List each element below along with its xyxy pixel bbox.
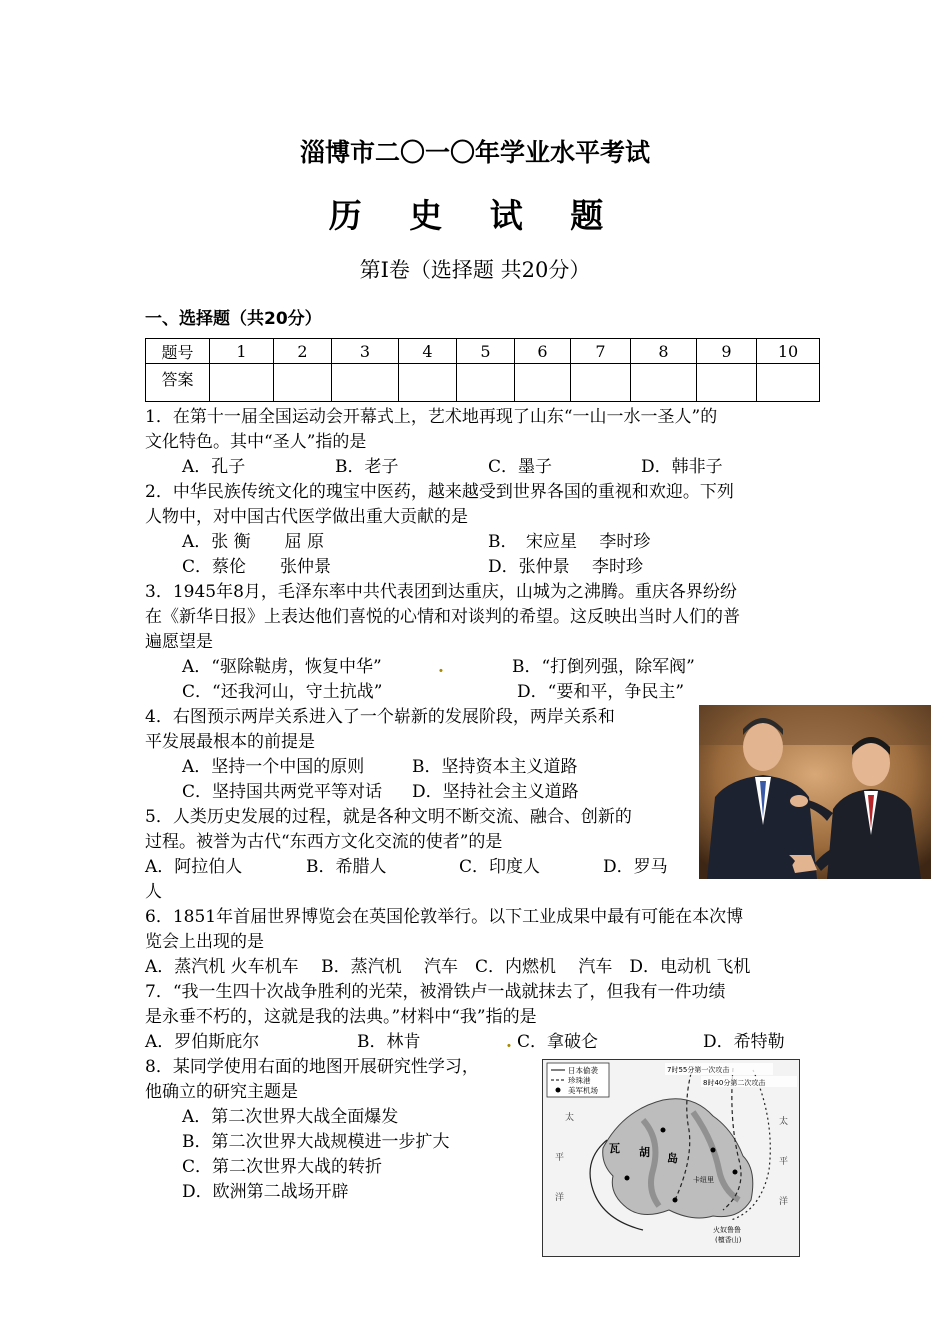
q3-stem: 在《新华日报》上表达他们喜悦的心情和对谈判的希望。这反映出当时人们的普 (145, 607, 740, 627)
ocean-label: 太 (779, 1117, 789, 1127)
section-heading: 一、选择题（共20分） (145, 309, 322, 329)
q4-option-a: A．坚持一个中国的原则 (182, 757, 365, 777)
legend-label: 日本偷袭 (568, 1066, 598, 1075)
q6-options: A．蒸汽机 火车机车 B．蒸汽机 汽车 C．内燃机 汽车 D．电动机 飞机 (145, 957, 751, 977)
island-label: 岛 (667, 1152, 678, 1165)
answer-cell[interactable] (332, 364, 399, 402)
ocean-label: 平 (555, 1153, 565, 1163)
handshake-illustration (699, 705, 931, 879)
q5-stem: 过程。被誉为古代“东西方文化交流的使者”的是 (145, 832, 503, 852)
q4-stem: 4．右图预示两岸关系进入了一个崭新的发展阶段，两岸关系和 (145, 707, 615, 727)
q5-option-a: A．阿拉伯人 (145, 857, 243, 877)
table-row (146, 364, 820, 402)
q8-stem: 他确立的研究主题是 (145, 1082, 298, 1102)
q3-stem: 遍愿望是 (145, 632, 213, 652)
q3-mark: . (438, 657, 444, 677)
q8-option-a: A．第二次世界大战全面爆发 (182, 1107, 399, 1127)
answer-table (145, 338, 820, 402)
q2-stem: 人物中，对中国古代医学做出重大贡献的是 (145, 507, 468, 527)
ocean-label: 平 (779, 1157, 789, 1167)
table-number: 7 (571, 339, 631, 364)
table-row (146, 339, 820, 364)
q8-stem: 8．某同学使用右面的地图开展研究性学习， (145, 1057, 479, 1077)
q8-option-d: D．欧洲第二战场开辟 (182, 1182, 349, 1202)
q8-option-c: C．第二次世界大战的转折 (182, 1157, 383, 1177)
ocean-label: 洋 (555, 1193, 565, 1203)
table-number: 6 (515, 339, 571, 364)
exam-title: 淄博市二〇一〇年学业水平考试 (299, 138, 650, 167)
q5-option-d-wrap: 人 (145, 882, 162, 902)
answer-cell[interactable] (631, 364, 697, 402)
q4-option-d: D．坚持社会主义道路 (412, 782, 579, 802)
q4-stem: 平发展最根本的前提是 (145, 732, 315, 752)
answer-cell[interactable] (457, 364, 515, 402)
q6-stem: 6．1851年首届世界博览会在英国伦敦举行。以下工业成果中最有可能在本次博 (145, 907, 744, 927)
q1-option-c: C．墨子 (488, 457, 553, 477)
answer-cell[interactable] (210, 364, 274, 402)
q7-option-b: B．林肯 (357, 1032, 421, 1052)
table-number: 10 (757, 339, 820, 364)
q3-option-a: A．“驱除鞑虏，恢复中华” (182, 657, 382, 677)
table-number: 4 (399, 339, 457, 364)
q2-option-c: C．蔡伦 张仲景 (182, 557, 332, 577)
attack-label: 7时55分第一次攻击 (667, 1066, 730, 1074)
answer-cell[interactable] (515, 364, 571, 402)
q6-stem: 览会上出现的是 (145, 932, 264, 952)
q3-option-b: B．“打倒列强，除军阀” (512, 657, 695, 677)
q5-option-b: B．希腊人 (306, 857, 387, 877)
q5-stem: 5．人类历史发展的过程，就是各种文明不断交流、融合、创新的 (145, 807, 632, 827)
answer-cell[interactable] (399, 364, 457, 402)
answer-cell[interactable] (697, 364, 757, 402)
q8-option-b: B．第二次世界大战规模进一步扩大 (182, 1132, 450, 1152)
part-title: 第Ⅰ卷（选择题 共20分） (359, 258, 591, 282)
table-number: 1 (210, 339, 274, 364)
q7-stem: 7．“我一生四十次战争胜利的光荣，被滑铁卢一战就抹去了，但我有一件功绩 (145, 982, 726, 1002)
q1-option-b: B．老子 (335, 457, 399, 477)
q2-stem: 2．中华民族传统文化的瑰宝中医药，越来越受到世界各国的重视和欢迎。下列 (145, 482, 734, 502)
q2-option-d: D．张仲景 李时珍 (488, 557, 644, 577)
island-label: 胡 (639, 1146, 650, 1159)
q3-option-c: C．“还我河山，守土抗战” (182, 682, 383, 702)
cross-strait-photo (699, 705, 931, 879)
q5-option-c: C．印度人 (459, 857, 541, 877)
q4-option-b: B．坚持资本主义道路 (412, 757, 578, 777)
table-number: 8 (631, 339, 697, 364)
q3-stem: 3．1945年8月，毛泽东率中共代表团到达重庆，山城为之沸腾。重庆各界纷纷 (145, 582, 737, 602)
subject-title: 历 史 试 题 (328, 196, 622, 235)
ocean-label: 太 (565, 1113, 575, 1123)
legend-label: 美军机场 (568, 1086, 598, 1095)
q4-option-c: C．坚持国共两党平等对话 (182, 782, 383, 802)
q7-option-d: D．希特勒 (703, 1032, 785, 1052)
table-number: 3 (332, 339, 399, 364)
island-label: 瓦 (609, 1142, 620, 1155)
ocean-label: 洋 (779, 1197, 789, 1207)
q5-option-d: D．罗马 (603, 857, 668, 877)
table-number: 9 (697, 339, 757, 364)
q1-stem: 文化特色。其中“圣人”指的是 (145, 432, 367, 452)
legend-label: 珍珠港 (568, 1076, 591, 1085)
answer-cell[interactable] (571, 364, 631, 402)
pearl-harbor-map (542, 1059, 800, 1257)
attack-label: 8时40分第二次攻击 (703, 1079, 766, 1087)
place-label: 卡纽里 (693, 1176, 714, 1184)
table-number: 5 (457, 339, 515, 364)
table-number: 2 (274, 339, 332, 364)
answer-cell[interactable] (274, 364, 332, 402)
table-label: 答案 (146, 364, 210, 402)
q2-option-b: B． 宋应星 李时珍 (488, 532, 651, 552)
q1-option-a: A．孔子 (182, 457, 246, 477)
table-label: 题号 (146, 339, 210, 364)
q1-option-d: D．韩非子 (641, 457, 723, 477)
q2-option-a: A．张 衡 屈 原 (182, 532, 325, 552)
q3-option-d: D．“要和平，争民主” (517, 682, 685, 702)
q7-stem: 是永垂不朽的，这就是我的法典。”材料中“我”指的是 (145, 1007, 537, 1027)
q7-option-a: A．罗伯斯庇尔 (145, 1032, 260, 1052)
q1-stem: 1．在第十一届全国运动会开幕式上，艺术地再现了山东“一山一水一圣人”的 (145, 407, 718, 427)
place-label: 火奴鲁鲁 (713, 1226, 741, 1234)
answer-cell[interactable] (757, 364, 820, 402)
q7-option-c: C．拿破仑 (517, 1032, 599, 1052)
place-label: (檀香山) (715, 1236, 742, 1244)
q7-mark: . (506, 1032, 512, 1052)
map-drawing (543, 1060, 799, 1256)
